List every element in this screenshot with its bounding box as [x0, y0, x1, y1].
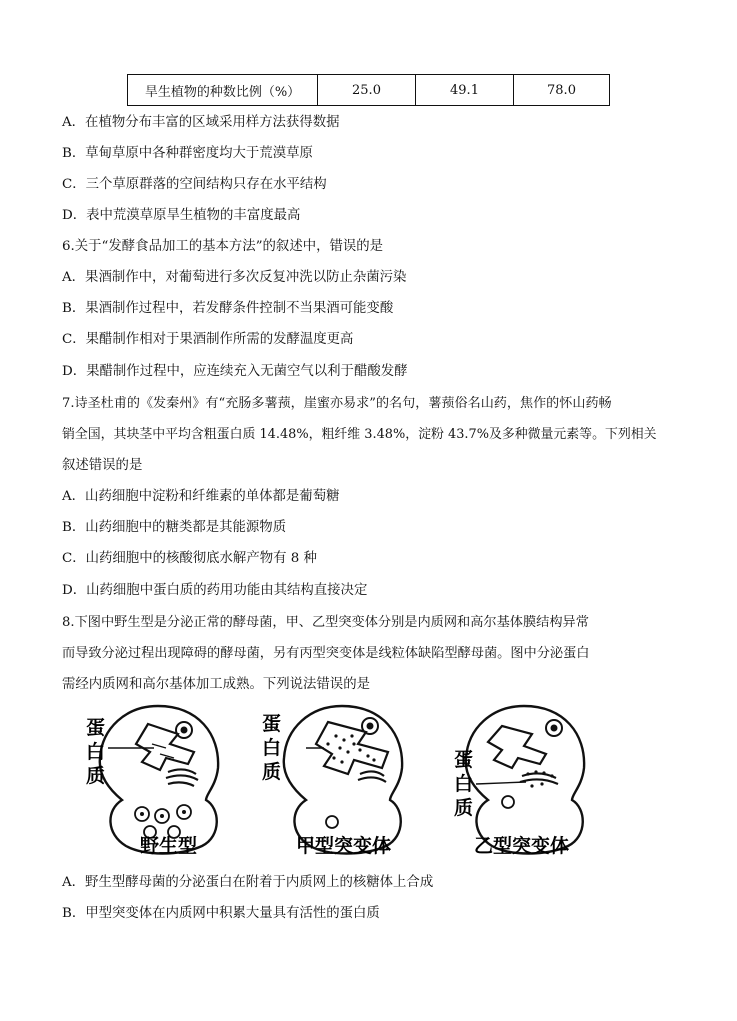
yeast-secretion-figure	[70, 704, 610, 864]
q6-option-d: D．果醋制作过程中，应连续充入无菌空气以利于醋酸发酵	[62, 364, 408, 379]
table-cell: 78.0	[514, 75, 610, 106]
q6-option-b: B．果酒制作过程中，若发酵条件控制不当果酒可能变酸	[62, 301, 394, 316]
q5-option-c: C．三个草原群落的空间结构只存在水平结构	[62, 177, 327, 192]
caption-mutant-b: 乙型突变体	[474, 835, 570, 857]
mutant-b-cell	[466, 706, 584, 854]
q7-option-b: B．山药细胞中的糖类都是其能源物质	[62, 520, 287, 535]
protein-label: 白	[454, 773, 474, 795]
q6-option-a: A．果酒制作中，对葡萄进行多次反复冲洗以防止杂菌污染	[62, 270, 407, 285]
q7-option-a: A．山药细胞中淀粉和纤维素的单体都是葡萄糖	[62, 489, 340, 504]
protein-label: 白	[262, 737, 282, 759]
wild-type-cell	[100, 706, 218, 854]
q5-option-d: D．表中荒漠草原旱生植物的丰富度最高	[62, 208, 301, 223]
mutant-a-cell	[284, 706, 402, 854]
q7-stem-line-3: 叙述错误的是	[62, 458, 143, 473]
q8-stem-line-1: 8.下图中野生型是分泌正常的酵母菌，甲、乙型突变体分别是内质网和高尔基体膜结构异常	[62, 615, 589, 630]
protein-label: 质	[262, 761, 282, 783]
caption-mutant-a: 甲型突变体	[296, 835, 392, 857]
q8-option-b: B．甲型突变体在内质网中积累大量具有活性的蛋白质	[62, 906, 380, 921]
protein-label: 蛋	[454, 749, 474, 771]
table-row	[128, 75, 610, 106]
q7-stem-line-1: 7.诗圣杜甫的《发秦州》有“充肠多薯蓣，崖蜜亦易求”的名句，薯蓣俗名山药，焦作的怀山药畅	[62, 396, 612, 411]
q7-option-c: C．山药细胞中的核酸彻底水解产物有 8 种	[62, 551, 317, 566]
table-cell: 25.0	[318, 75, 416, 106]
table-cell: 49.1	[416, 75, 514, 106]
q7-stem-line-2: 销全国，其块茎中平均含粗蛋白质 14.48%，粗纤维 3.48%，淀粉 43.7%及多种微量元素等。下列相关	[62, 427, 657, 442]
protein-label: 质	[86, 765, 106, 787]
yeast-figure-svg	[70, 704, 610, 864]
q7-option-d: D．山药细胞中蛋白质的药用功能由其结构直接决定	[62, 583, 368, 598]
table-row-label: 旱生植物的种数比例（%）	[128, 75, 318, 106]
protein-label: 蛋	[86, 717, 106, 739]
q8-stem-line-3: 需经内质网和高尔基体加工成熟。下列说法错误的是	[62, 677, 370, 692]
q6-option-c: C．果醋制作相对于果酒制作所需的发酵温度更高	[62, 332, 354, 347]
q8-option-a: A．野生型酵母菌的分泌蛋白在附着于内质网上的核糖体上合成	[62, 875, 434, 890]
q6-stem: 6.关于“发酵食品加工的基本方法”的叙述中，错误的是	[62, 239, 384, 254]
caption-wild-type: 野生型	[140, 835, 198, 857]
protein-label: 蛋	[262, 713, 282, 735]
q8-stem-line-2: 而导致分泌过程出现障碍的酵母菌，另有丙型突变体是线粒体缺陷型酵母菌。图中分泌蛋白	[62, 646, 590, 661]
plant-ratio-table	[127, 74, 610, 106]
protein-label: 质	[454, 797, 474, 819]
q5-option-a: A．在植物分布丰富的区域采用样方法获得数据	[62, 115, 340, 130]
q5-option-b: B．草甸草原中各种群密度均大于荒漠草原	[62, 146, 313, 161]
protein-label: 白	[86, 741, 106, 763]
